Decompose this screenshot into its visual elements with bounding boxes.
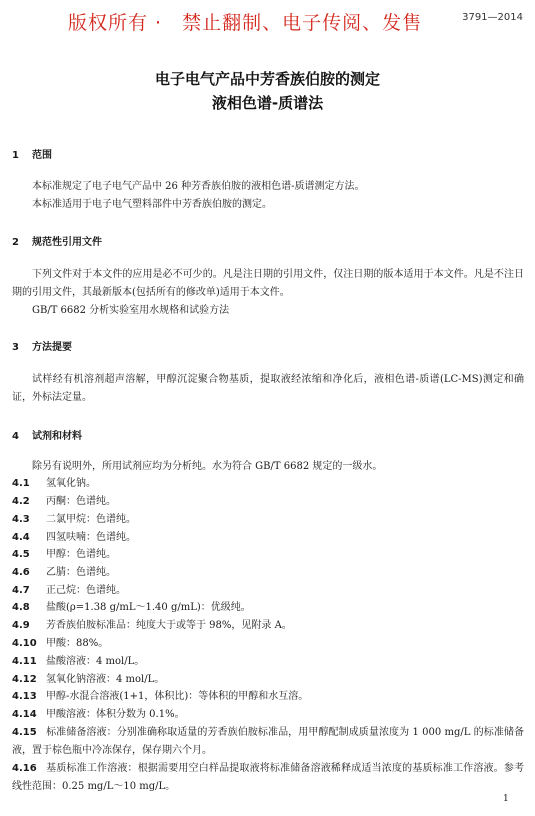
item-text: 丙酮：色谱纯。	[46, 496, 116, 507]
item-number: 4.5	[12, 549, 30, 560]
list-item	[12, 688, 524, 706]
item-text: 氢氧化钠溶液：4 mol/L。	[46, 674, 165, 685]
list-item	[12, 511, 524, 529]
item-number: 4.7	[12, 585, 30, 596]
item-number: 4.2	[12, 496, 30, 507]
list-item	[12, 635, 524, 653]
paragraph: 本标准适用于电子电气塑料部件中芳香族伯胺的测定。	[32, 199, 272, 210]
item-text: 盐酸(ρ=1.38 g/mL～1.40 g/mL)：优级纯。	[46, 602, 251, 613]
item-number: 4.3	[12, 514, 30, 525]
item-text: 甲酸溶液：体积分数为 0.1%。	[46, 709, 185, 720]
item-text: 甲醇：色谱纯。	[46, 549, 116, 560]
item-text: 基质标准工作溶液：根据需要用空白样品提取液将标准储备溶液稀释成适当浓度的基质标准工作溶液。参考线性范围：0.25 mg/L～10 mg/L。	[12, 763, 524, 792]
item-number: 4.14	[12, 709, 37, 720]
list-item	[12, 653, 524, 671]
item-number: 4.1	[12, 478, 30, 489]
item-number: 4.10	[12, 638, 37, 649]
section-number: 4	[12, 431, 19, 442]
paragraph: 本标准规定了电子电气产品中 26 种芳香族伯胺的液相色谱-质谱测定方法。	[32, 181, 365, 192]
item-number: 4.4	[12, 532, 30, 543]
paragraph: 除另有说明外，所用试剂应均为分析纯。水为符合 GB/T 6682 规定的一级水。	[32, 461, 383, 472]
item-number: 4.15	[12, 727, 37, 738]
section-3-heading	[12, 338, 72, 353]
page-number: 1	[503, 794, 509, 804]
list-item	[12, 617, 524, 635]
item-text: 正己烷：色谱纯。	[46, 585, 126, 596]
section-1-heading	[12, 146, 52, 161]
item-text: 二氯甲烷：色谱纯。	[46, 514, 136, 525]
document-title-line2: 液相色谱-质谱法	[211, 94, 324, 112]
section-title: 规范性引用文件	[32, 237, 102, 248]
section-title: 范围	[32, 150, 52, 161]
section-number: 2	[12, 237, 19, 248]
list-item	[12, 546, 524, 564]
section-number: 1	[12, 150, 19, 161]
list-item	[12, 671, 524, 689]
item-number: 4.11	[12, 656, 37, 667]
item-number: 4.12	[12, 674, 37, 685]
standard-number: 3791—2014	[462, 12, 523, 23]
section-number: 3	[12, 342, 19, 353]
section-2-heading	[12, 233, 102, 248]
item-number: 4.9	[12, 620, 30, 631]
list-item	[12, 582, 524, 600]
item-text: 芳香族伯胺标准品：纯度大于或等于 98%，见附录 A。	[46, 620, 292, 631]
list-item	[12, 493, 524, 511]
item-text: 甲酸：88%。	[46, 638, 109, 649]
item-number: 4.8	[12, 602, 30, 613]
document-title-line1: 电子电气产品中芳香族伯胺的测定	[154, 70, 380, 88]
item-text: 乙腈：色谱纯。	[46, 567, 116, 578]
item-text: 标准储备溶液：分别准确称取适量的芳香族伯胺标准品，用甲醇配制成质量浓度为 1 000 mg/L 的标准储备液，置于棕色瓶中冷冻保存，保存期六个月。	[12, 727, 524, 756]
item-number: 4.16	[12, 763, 37, 774]
list-item	[12, 475, 524, 493]
item-number: 4.6	[12, 567, 30, 578]
copyright-watermark: 版权所有 · 禁止翻制、电子传阅、发售	[68, 12, 423, 34]
section-title: 方法提要	[32, 342, 72, 353]
list-item	[12, 760, 524, 796]
section-4-heading	[12, 427, 82, 442]
item-text: 氢氧化钠。	[46, 478, 96, 489]
list-item	[12, 599, 524, 617]
paragraph: 试样经有机溶剂超声溶解，甲醇沉淀聚合物基质，提取液经浓缩和净化后，液相色谱-质谱(LC-MS)测定和确证，外标法定量。	[12, 374, 524, 403]
list-item	[12, 564, 524, 582]
paragraph: GB/T 6682 分析实验室用水规格和试验方法	[32, 305, 230, 316]
item-text: 盐酸溶液：4 mol/L。	[46, 656, 145, 667]
list-item	[12, 529, 524, 547]
list-item	[12, 706, 524, 724]
item-text: 甲醇-水混合溶液(1+1，体积比)：等体积的甲醇和水互溶。	[46, 691, 309, 702]
item-text: 四氢呋喃：色谱纯。	[46, 532, 136, 543]
item-number: 4.13	[12, 691, 37, 702]
paragraph: 下列文件对于本文件的应用是必不可少的。凡是注日期的引用文件，仅注日期的版本适用于本文件。凡是不注日期的引用文件，其最新版本(包括所有的修改单)适用于本文件。	[12, 269, 524, 298]
section-title: 试剂和材料	[32, 431, 82, 442]
list-item	[12, 724, 524, 760]
